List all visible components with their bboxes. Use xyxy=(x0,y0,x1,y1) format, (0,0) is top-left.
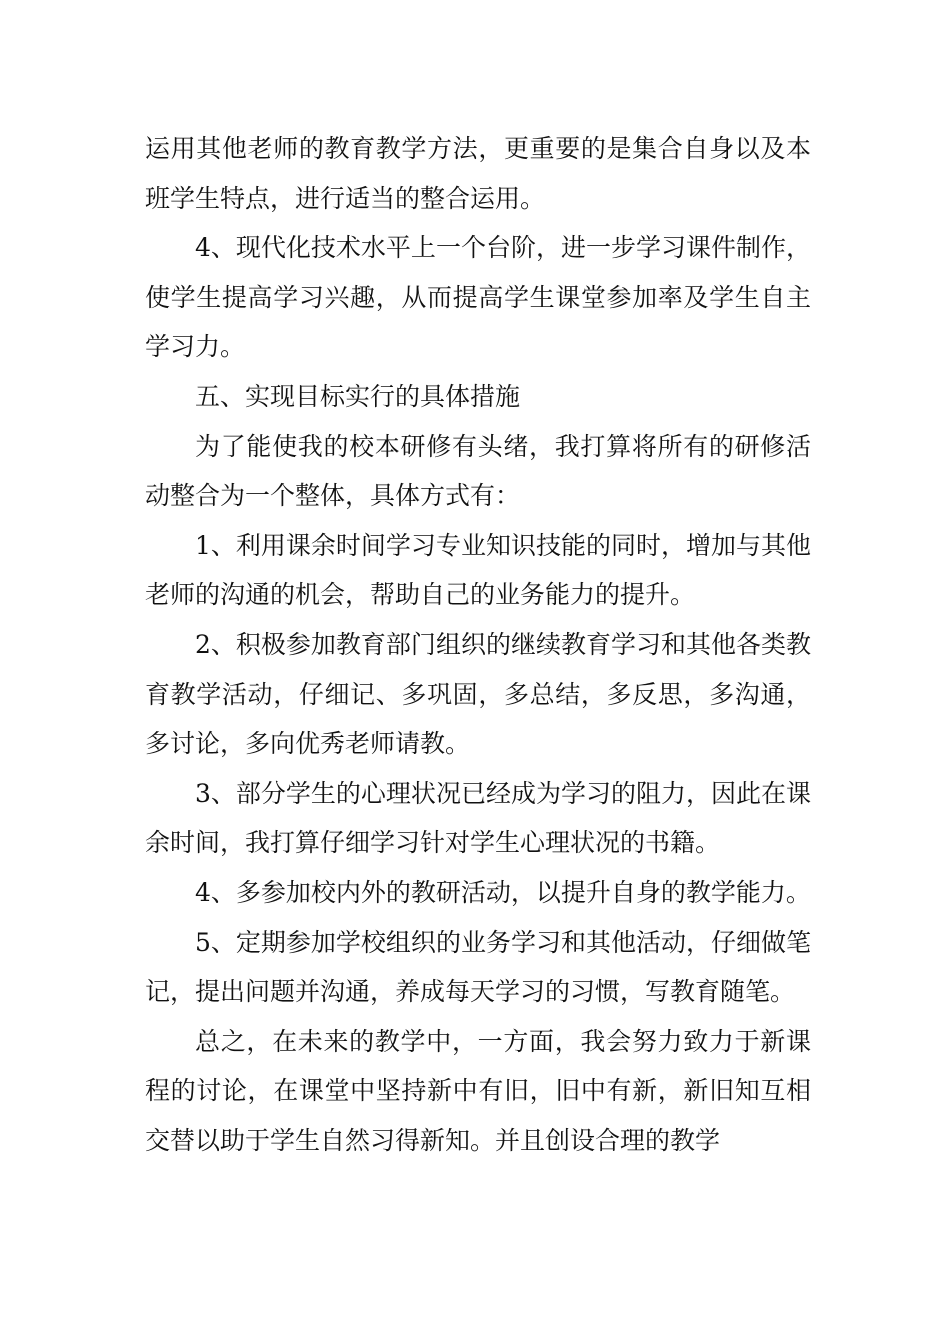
paragraph-item-3: 3、部分学生的心理状况已经成为学习的阻力，因此在课余时间，我打算仔细学习针对学生心理状况的书籍。 xyxy=(145,778,811,858)
paragraph-item-2: 2、积极参加教育部门组织的继续教育学习和其他各类教育教学活动，仔细记、多巩固，多总结，多反思，多沟通，多讨论，多向优秀老师请教。 xyxy=(145,629,811,759)
paragraph-intro: 为了能使我的校本研修有头绪，我打算将所有的研修活动整合为一个整体，具体方式有： xyxy=(145,431,811,511)
paragraph-conclusion: 总之，在未来的教学中，一方面，我会努力致力于新课程的讨论，在课堂中坚持新中有旧，旧中有新，新旧知互相交替以助于学生自然习得新知。并且创设合理的教学 xyxy=(145,1026,811,1155)
section-heading-measures: 五、实现目标实行的具体措施 xyxy=(195,381,521,411)
paragraph-item-4-technology: 4、现代化技术水平上一个台阶，进一步学习课件制作，使学生提高学习兴趣，从而提高学生课堂参加率及学生自主学习力。 xyxy=(145,233,811,362)
paragraph-item-1: 1、利用课余时间学习专业知识技能的同时，增加与其他老师的沟通的机会，帮助自己的业务能力的提升。 xyxy=(145,530,811,610)
paragraph-continuation: 运用其他老师的教育教学方法，更重要的是集合自身以及本班学生特点，进行适当的整合运用。 xyxy=(145,134,811,213)
document-body xyxy=(145,124,811,1165)
paragraph-item-4: 4、多参加校内外的教研活动，以提升自身的教学能力。 xyxy=(195,877,811,907)
paragraph-item-5: 5、定期参加学校组织的业务学习和其他活动，仔细做笔记，提出问题并沟通，养成每天学习的习惯，写教育随笔。 xyxy=(145,927,811,1007)
